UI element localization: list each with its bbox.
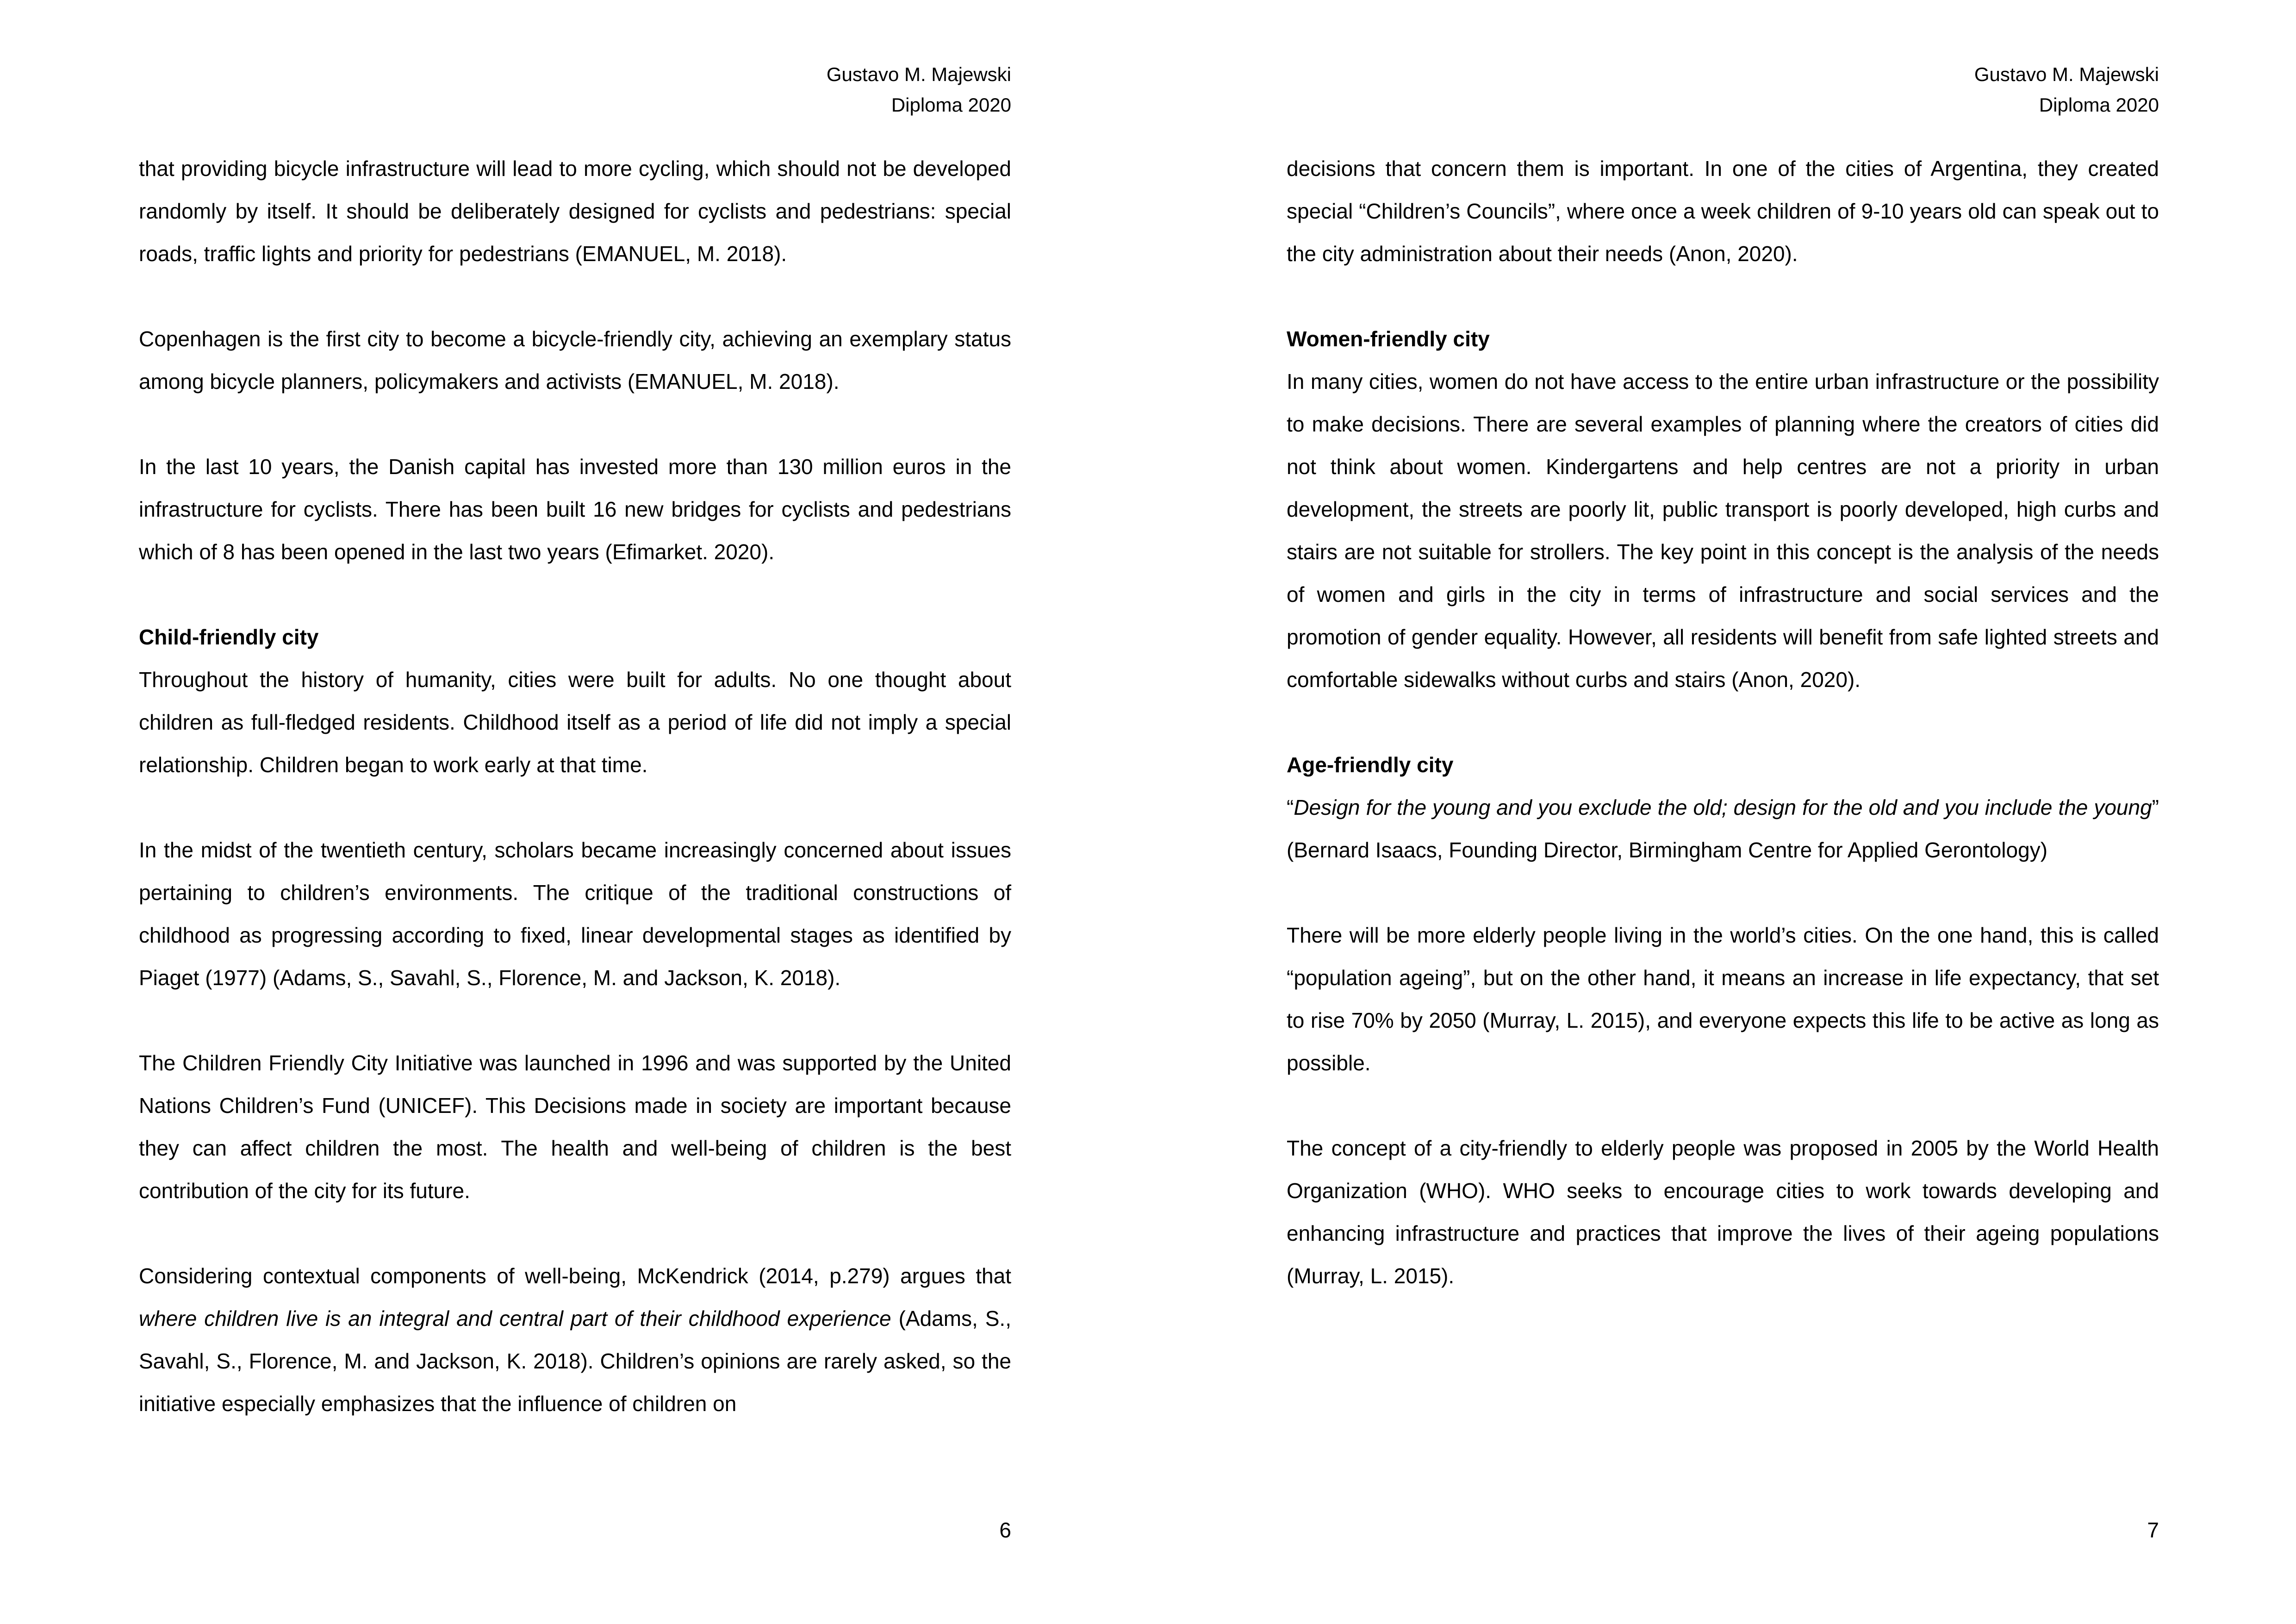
mckendrick-text-post: (Adams, S., Savahl, S., Florence, M. and Jackson, K. 2018). Children’s opinions are rarely asked, so the initiative especially emphasizes that the influence of children on <box>139 1306 1011 1416</box>
mckendrick-quote-italic: where children live is an integral and central part of their childhood experience <box>139 1306 891 1330</box>
page-number: 7 <box>2147 1518 2159 1542</box>
quote-attribution: ” (Bernard Isaacs, Founding Director, Birmingham Centre for Applied Gerontology) <box>1287 795 2159 862</box>
page-7 <box>1148 0 2296 1624</box>
heading-age-friendly-city: Age-friendly city <box>1287 753 1454 777</box>
header-author: Gustavo M. Majewski <box>1974 63 2159 85</box>
mckendrick-text-pre: Considering contextual components of well-being, McKendrick (2014, p.279) argues that <box>139 1264 1011 1288</box>
paragraph-population-ageing: There will be more elderly people living in the world’s cities. On the one hand, this is called “population ageing”, but on the other hand, it means an increase in life expectancy, that set to rise 70% by 2050 (Murray, L. 2015), and everyone expects this life to be active as long as possible. <box>1287 923 2159 1075</box>
paragraph-child-initiative: The Children Friendly City Initiative was launched in 1996 and was supported by the United Nations Children’s Fund (UNICEF). This Decisions made in society are important because they can affect children the most. The health and well-being of children is the best contribution of the city for its future. <box>139 1051 1011 1203</box>
header-work-title: Diploma 2020 <box>891 94 1011 116</box>
paragraph-danish-investment: In the last 10 years, the Danish capital has invested more than 130 million euros in the infrastructure for cyclists. There has been built 16 new bridges for cyclists and pedestrians which of 8 has been opened in the last two years (Efimarket. 2020). <box>139 455 1011 564</box>
header-author: Gustavo M. Majewski <box>826 63 1011 85</box>
paragraph-bicycle-infrastructure: that providing bicycle infrastructure will lead to more cycling, which should not be developed randomly by itself. It should be deliberately designed for cyclists and pedestrians: special roads, traffic lights and priority for pedestrians (EMANUEL, M. 2018). <box>139 156 1011 266</box>
page-body <box>1287 147 2159 1297</box>
quote-open-mark: “ <box>1287 795 1294 819</box>
paragraph-child-scholars: In the midst of the twentieth century, scholars became increasingly concerned about issues pertaining to children’s environments. The critique of the traditional constructions of childhood as progressing according to fixed, linear developmental stages as identified by Piaget (1977) (Adams, S., Savahl, S., Florence, M. and Jackson, K. 2018). <box>139 838 1011 990</box>
heading-women-friendly-city: Women-friendly city <box>1287 327 1490 351</box>
page-number: 6 <box>999 1518 1011 1542</box>
paragraph-mckendrick <box>139 1255 1011 1425</box>
paragraph-children-councils: decisions that concern them is important. In one of the cities of Argentina, they created special “Children’s Councils”, where once a week children of 9-10 years old can speak out to the city administration about their needs (Anon, 2020). <box>1287 156 2159 266</box>
page-body <box>139 147 1011 1425</box>
paragraph-child-history: Throughout the history of humanity, cities were built for adults. No one thought about children as full-fledged residents. Childhood itself as a period of life did not imply a special relationship. Children began to work early at that time. <box>139 668 1011 777</box>
paragraph-who-concept: The concept of a city-friendly to elderly people was proposed in 2005 by the World Health Organization (WHO). WHO seeks to encourage cities to work towards developing and enhancing infrastructure and practices that improve the lives of their ageing populations (Murray, L. 2015). <box>1287 1136 2159 1288</box>
page-header <box>139 59 1011 120</box>
page-header <box>1287 59 2159 120</box>
paragraph-copenhagen: Copenhagen is the first city to become a bicycle-friendly city, achieving an exemplary status among bicycle planners, policymakers and activists (EMANUEL, M. 2018). <box>139 327 1011 394</box>
blockquote-bernard-isaacs <box>1287 786 2159 871</box>
quote-italic-text: Design for the young and you exclude the old; design for the old and you include the young <box>1294 795 2152 819</box>
header-work-title: Diploma 2020 <box>2039 94 2159 116</box>
heading-child-friendly-city: Child-friendly city <box>139 625 319 649</box>
paragraph-women-friendly: In many cities, women do not have access to the entire urban infrastructure or the possibility to make decisions. There are several examples of planning where the creators of cities did not think about women. Kindergartens and help centres are not a priority in urban development, the streets are poorly lit, public transport is poorly developed, high curbs and stairs are not suitable for strollers. The key point in this concept is the analysis of the needs of women and girls in the city in terms of infrastructure and social services and the promotion of gender equality. However, all residents will benefit from safe lighted streets and comfortable sidewalks without curbs and stairs (Anon, 2020). <box>1287 369 2159 692</box>
